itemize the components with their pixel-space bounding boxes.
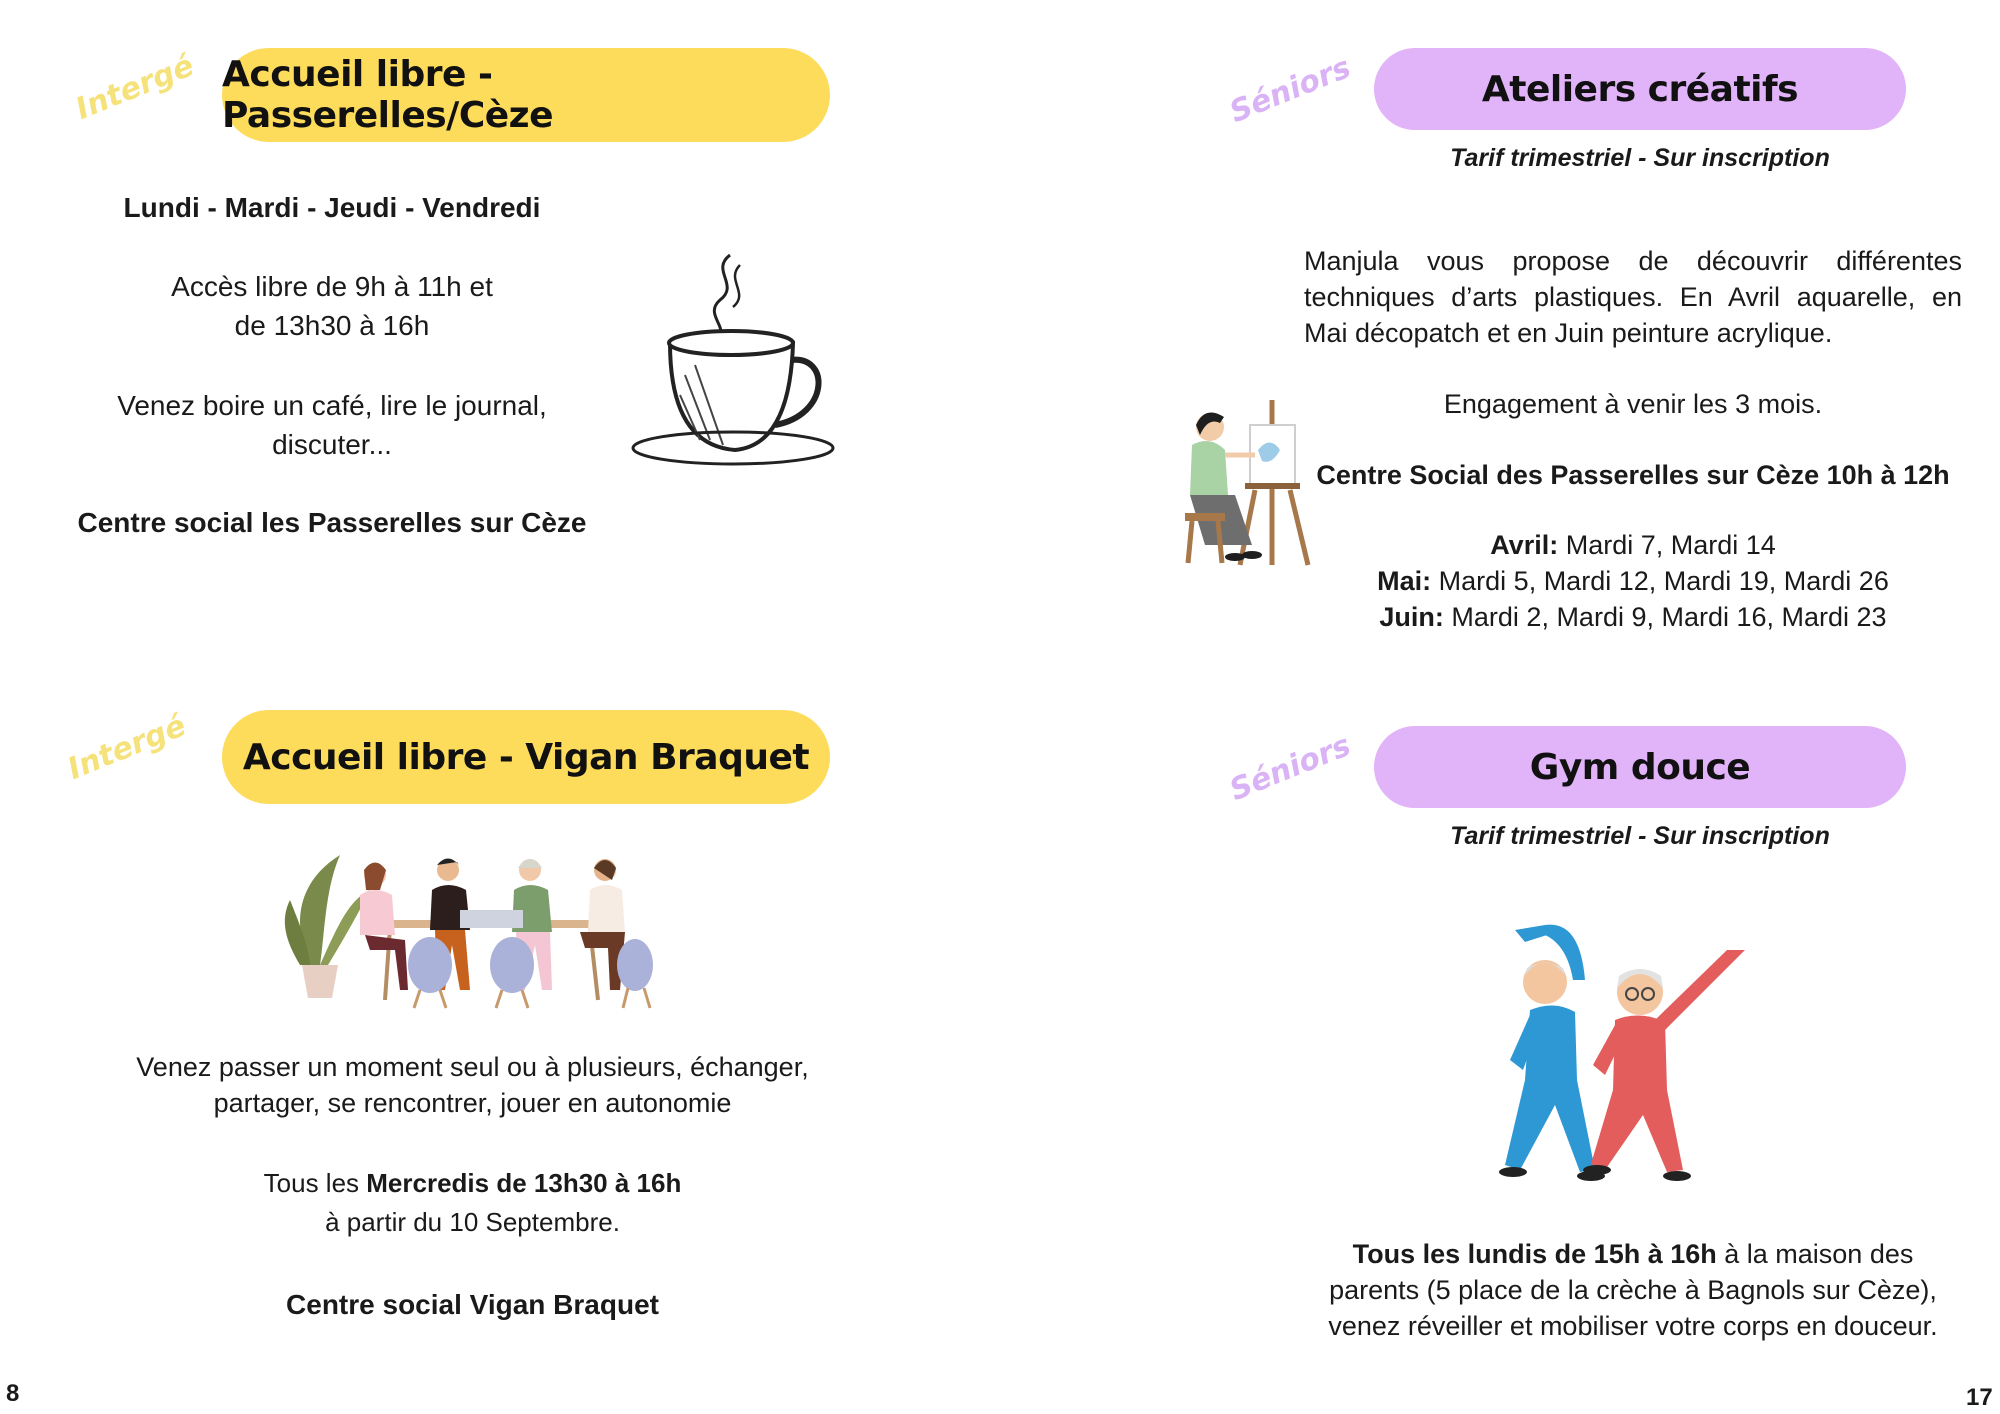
title-gym-douce: Gym douce [1374, 726, 1906, 808]
tarif-gym: Tarif trimestriel - Sur inscription [1450, 822, 1830, 850]
schedule-june-month: Juin: [1379, 602, 1444, 632]
vigan-when-bold: Mercredis de 13h30 à 16h [366, 1168, 682, 1198]
vigan-when-line-1 [100, 1164, 845, 1203]
title-accueil-vigan: Accueil libre - Vigan Braquet [222, 710, 830, 804]
hours-line-1: Accès libre de 9h à 11h et [171, 271, 493, 302]
ateliers-location: Centre Social des Passerelles sur Cèze 10h à 12h [1316, 460, 1950, 490]
vigan-desc-line-2: partager, se rencontrer, jouer en autonomie [213, 1088, 732, 1118]
ateliers-desc-line-1: Manjula vous propose de découvrir différentes [1304, 246, 1962, 276]
seniors-exercising-illustration [1495, 920, 1755, 1190]
page-number-left: 8 [6, 1380, 20, 1407]
vigan-desc-line-1: Venez passer un moment seul ou à plusieurs, échanger, [136, 1052, 809, 1082]
tag-interge-1: Intergé [70, 48, 199, 128]
coffee-cup-icon [625, 245, 835, 465]
ateliers-engagement: Engagement à venir les 3 mois. [1443, 389, 1823, 419]
ateliers-desc-line-2: techniques d’arts plastiques. En Avril aquarelle, en [1304, 282, 1962, 312]
title-accueil-passerelles: Accueil libre - Passerelles/Cèze [222, 48, 830, 142]
tarif-ateliers: Tarif trimestriel - Sur inscription [1450, 144, 1830, 172]
tag-interge-2: Intergé [62, 708, 191, 787]
schedule-may-month: Mai: [1377, 566, 1432, 596]
desc-line-2: discuter... [272, 429, 392, 460]
people-meeting-illustration [280, 850, 665, 1010]
gym-desc-line-1-rest: à la maison des [1716, 1239, 1914, 1269]
schedule-may [1304, 563, 1962, 599]
hours-line-2: de 13h30 à 16h [234, 310, 430, 341]
location-passerelles: Centre social les Passerelles sur Cèze [77, 507, 587, 538]
schedule-may-dates: Mardi 5, Mardi 12, Mardi 19, Mardi 26 [1431, 566, 1889, 596]
desc-line-1: Venez boire un café, lire le journal, [117, 390, 547, 421]
days-text: Lundi - Mardi - Jeudi - Vendredi [123, 192, 541, 223]
schedule-april [1304, 527, 1962, 563]
schedule-june-dates: Mardi 2, Mardi 9, Mardi 16, Mardi 23 [1443, 602, 1887, 632]
vigan-when-line-2: à partir du 10 Septembre. [325, 1207, 620, 1237]
location-vigan: Centre social Vigan Braquet [286, 1289, 659, 1320]
ateliers-desc-line-3: Mai décopatch et en Juin peinture acrylique. [1304, 318, 1833, 348]
schedule-june [1304, 599, 1962, 635]
painter-easel-illustration [1180, 395, 1315, 570]
title-ateliers-creatifs: Ateliers créatifs [1374, 48, 1906, 130]
gym-desc-line-3: venez réveiller et mobiliser votre corps en douceur. [1328, 1311, 1938, 1341]
schedule-april-month: Avril: [1490, 530, 1559, 560]
gym-desc-line-2: parents (5 place de la crèche à Bagnols sur Cèze), [1329, 1275, 1937, 1305]
page-number-right: 17 [1966, 1384, 1993, 1411]
gym-when-bold: Tous les lundis de 15h à 16h [1352, 1239, 1717, 1269]
gym-desc-line-1 [1304, 1236, 1962, 1272]
tag-seniors-2: Séniors [1224, 728, 1356, 808]
vigan-when-prefix: Tous les [263, 1168, 367, 1198]
tag-seniors-1: Séniors [1224, 50, 1356, 130]
schedule-april-dates: Mardi 7, Mardi 14 [1558, 530, 1776, 560]
